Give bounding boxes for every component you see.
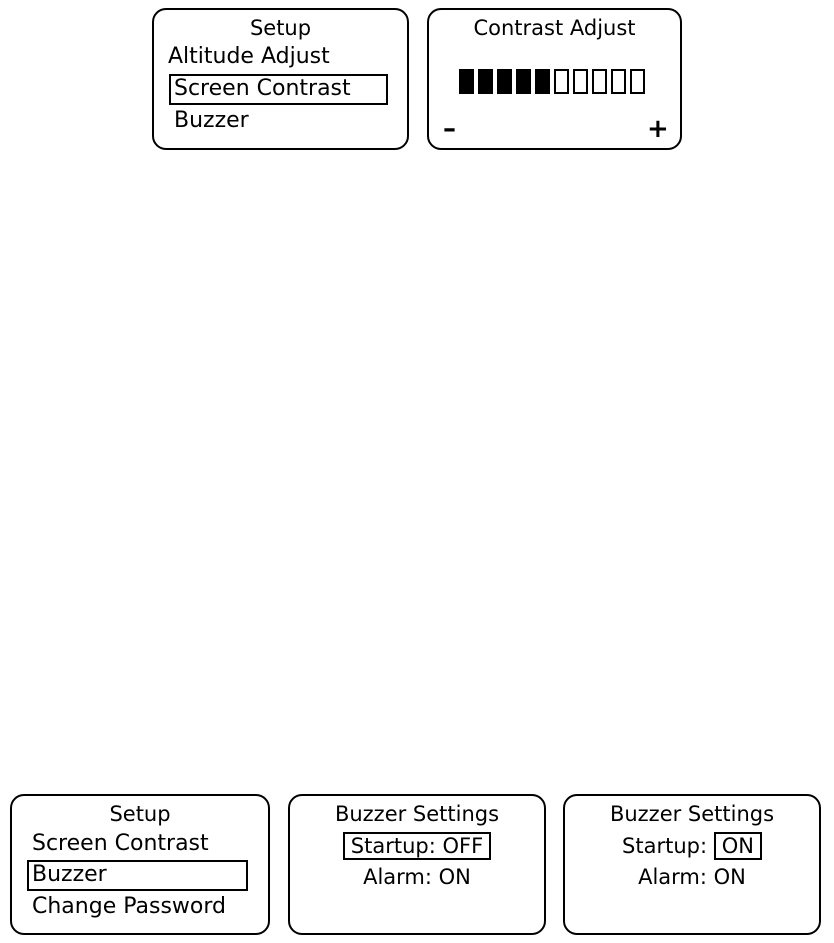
increase-button[interactable]: +: [647, 114, 669, 144]
setup-menu-screen-1: [152, 8, 409, 150]
contrast-adjust-title: Contrast Adjust: [473, 16, 636, 40]
startup-label: Startup:: [622, 834, 708, 858]
menu-item-screen-contrast[interactable]: Screen Contrast: [32, 831, 209, 856]
contrast-segment: [573, 69, 588, 94]
setup-menu-title: Setup: [249, 16, 312, 40]
menu-item-altitude-adjust[interactable]: Altitude Adjust: [168, 44, 330, 69]
contrast-segment: [478, 69, 493, 94]
contrast-segment: [554, 69, 569, 94]
menu-item-change-password[interactable]: Change Password: [32, 894, 226, 919]
contrast-segment: [630, 69, 645, 94]
buzzer-settings-screen-2: [563, 794, 821, 935]
startup-setting-row[interactable]: [290, 832, 544, 860]
buzzer-settings-title: Buzzer Settings: [609, 802, 775, 826]
menu-item-screen-contrast[interactable]: Screen Contrast: [174, 76, 351, 101]
contrast-segment: [535, 69, 550, 94]
menu-item-buzzer[interactable]: Buzzer: [174, 108, 249, 133]
alarm-setting-row[interactable]: [290, 864, 544, 890]
alarm-value[interactable]: ON: [438, 865, 471, 889]
contrast-segment: [516, 69, 531, 94]
buzzer-settings-title: Buzzer Settings: [334, 802, 500, 826]
startup-setting-row[interactable]: [565, 832, 819, 860]
alarm-value[interactable]: ON: [713, 865, 746, 889]
contrast-segment: [459, 69, 474, 94]
alarm-label: Alarm:: [638, 865, 707, 889]
contrast-adjust-screen: [427, 8, 682, 150]
contrast-segment: [497, 69, 512, 94]
buzzer-settings-screen-1: [288, 794, 546, 935]
setup-menu-title: Setup: [109, 802, 171, 826]
alarm-label: Alarm:: [363, 865, 432, 889]
startup-value[interactable]: ON: [714, 832, 762, 860]
setup-menu-screen-2: [10, 794, 270, 935]
contrast-segment: [611, 69, 626, 94]
decrease-button[interactable]: –: [443, 114, 456, 144]
startup-value[interactable]: OFF: [442, 834, 484, 858]
alarm-setting-row[interactable]: [565, 864, 819, 890]
startup-label: Startup:: [350, 834, 436, 858]
contrast-segment: [592, 69, 607, 94]
menu-item-buzzer[interactable]: Buzzer: [32, 862, 107, 887]
